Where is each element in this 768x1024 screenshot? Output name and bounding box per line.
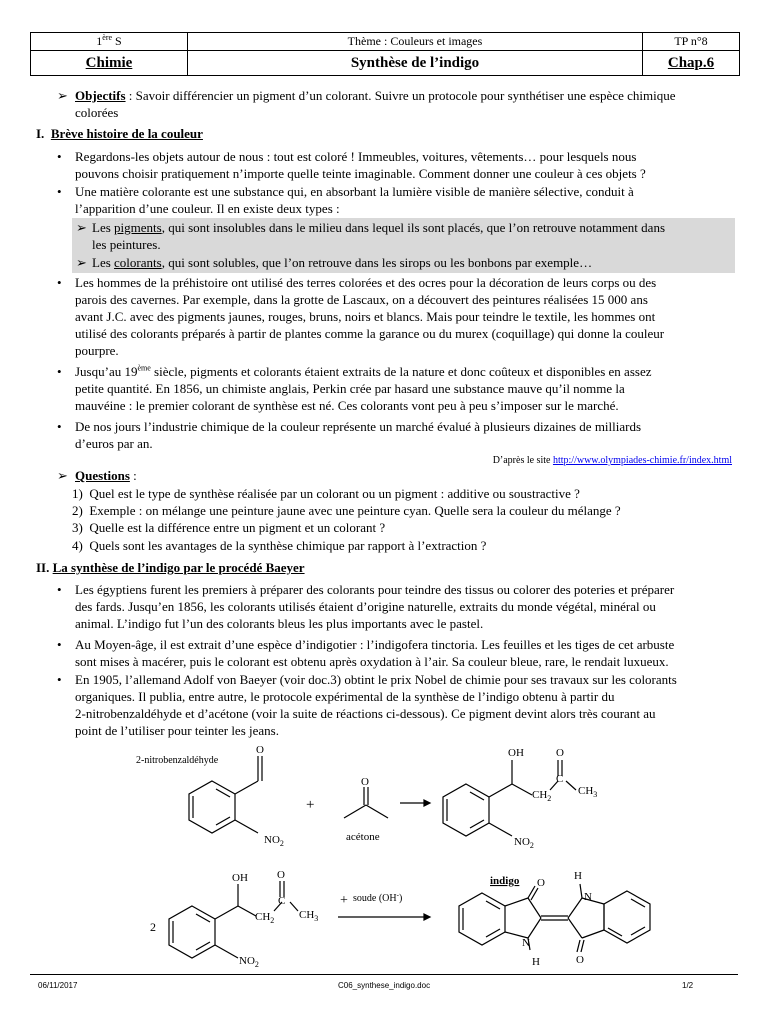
s1-p5-l1: De nos jours l’industrie chimique de la couleur représente un marché évalué à plusieurs dizaines de milliards <box>75 419 642 434</box>
atom-o: O <box>277 869 285 881</box>
section2-heading: II. La synthèse de l’indigo par le procédé Baeyer <box>36 560 305 575</box>
hydroxyl-label: OH <box>232 872 248 884</box>
s1-p3-l3: avant J.C. avec des pigments jaunes, rouges, bruns, noirs et blancs. Mais pour teindre le textile, les hommes ont <box>75 309 656 324</box>
question-1: 1) Quel est le type de synthèse réalisée par un colorant ou un pigment : additive ou soustractive ? <box>72 486 580 501</box>
s2-p1-l2: des fards. Jusqu’en 1856, les colorants utilisés étaient d’origine naturelle, extraits du monde végétal, minéral ou <box>75 599 656 614</box>
nitrobenzaldehyde-structure <box>189 756 262 833</box>
atom-o: O <box>256 744 264 756</box>
atom-n: N <box>522 937 530 949</box>
bullet-icon: • <box>57 419 62 434</box>
pigments-line: Les pigments, qui sont insolubles dans le milieu dans lequel ils sont placés, que l’on retrouve notamment dans <box>92 220 666 235</box>
ch2-group: $CH_2$ <box>532 789 552 803</box>
reagent-label: soude (OH-) <box>353 891 403 904</box>
aldol-product-structure <box>443 760 576 836</box>
objectifs-line2: colorées <box>75 105 119 120</box>
s2-p3-l4: point de l’utiliser pour teinter les jeans. <box>75 723 279 738</box>
hydroxyl-label: OH <box>508 747 524 759</box>
colorants-line: Les colorants, qui sont solubles, que l’on retrouve dans les sirops ou les bonbons par exemple… <box>92 255 593 270</box>
s2-p1-l1: Les égyptiens furent les premiers à préparer des colorants pour teindre des tissus ou colorer des poteries et préparer <box>75 582 675 597</box>
arrow-bullet-icon: ➢ <box>57 468 68 483</box>
question-2: 2) Exemple : on mélange une peinture jaune avec une peinture cyan. Quelle sera la couleur du mélange ? <box>72 503 621 518</box>
s1-p2-l1: Une matière colorante est une substance qui, en absorbant la lumière visible de manière sélective, conduit à <box>75 184 634 199</box>
s2-p1-l3: animal. L’indigo fut l’un des colorants bleus les plus importants avec le pastel. <box>75 616 484 631</box>
subject-cell: Chimie <box>31 51 188 76</box>
acetone-label: acétone <box>346 831 380 843</box>
bullet-icon: • <box>57 637 62 652</box>
carbon-label: C <box>556 773 564 785</box>
reactant1-label: 2-nitrobenzaldéhyde <box>136 755 219 766</box>
source-line: D’après le site http://www.olympiades-chimie.fr/index.html <box>492 455 732 466</box>
s1-p3-l2: parois des cavernes. Par exemple, dans la grotte de Lascaux, on a découvert des peintures réalisées 15 000 ans <box>75 292 648 307</box>
atom-h: H <box>532 956 540 968</box>
nitro-group: $NO_2$ <box>514 836 534 850</box>
s2-p3-l3: 2-nitrobenzaldéhyde et d’acétone (voir la suite de réactions ci-dessous). Ce pigment devint alors très courant au <box>75 706 656 721</box>
atom-o: O <box>576 954 584 966</box>
s1-p5-l2: d’euros par an. <box>75 436 153 451</box>
bullet-icon: • <box>57 364 62 379</box>
indigo-label: indigo <box>490 875 520 887</box>
plus-sign: + <box>340 893 348 908</box>
nitro-group: $NO_2$ <box>264 834 284 848</box>
arrow-bullet-icon: ➢ <box>76 255 87 270</box>
nitro-group: $NO_2$ <box>239 955 259 969</box>
title-cell: Synthèse de l’indigo <box>188 51 643 76</box>
ch2-group: $CH_2$ <box>255 911 275 925</box>
bullet-icon: • <box>57 149 62 164</box>
footer-page: 1/2 <box>682 981 694 990</box>
indigo-structure <box>459 884 650 952</box>
question-4: 4) Quels sont les avantages de la synthèse chimique par rapport à l’extraction ? <box>72 538 487 553</box>
s2-p3-l1: En 1905, l’allemand Adolf von Baeyer (voir doc.3) obtint le prix Nobel de chimie pour ses travaux sur les colorants <box>75 672 677 687</box>
section1-heading: I. Brève histoire de la couleur <box>36 126 203 141</box>
atom-o: O <box>361 776 369 788</box>
reaction-arrow-icon <box>338 914 430 920</box>
questions-heading: Questions : <box>75 468 137 483</box>
s1-p1-l2: pouvons choisir pratiquement n’importe quelle teinte imaginable. Comment donner une couleur à ces objets ? <box>75 166 646 181</box>
s2-p3-l2: organiques. Il publia, entre autre, le protocole expérimental de la synthèse de l’indigo obtenu à partir du <box>75 689 615 704</box>
s1-p3-l4: utilisé des colorants préparés à partir de plantes comme la garance ou du murex (coquillage) qui donne la couleur <box>75 326 665 341</box>
atom-o: O <box>537 877 545 889</box>
footer-file: C06_synthese_indigo.doc <box>338 981 431 990</box>
s2-p2-l1: Au Moyen-âge, il est extrait d’une espèce d’indigotier : l’indigofera tinctoria. Les feuilles et les tiges de cet arbuste <box>75 637 675 652</box>
pigments-line2: les peintures. <box>92 237 161 252</box>
carbon-label: C <box>278 895 286 907</box>
bullet-icon: • <box>57 582 62 597</box>
bullet-icon: • <box>57 275 62 290</box>
objectifs-text: Objectifs : Savoir différencier un pigment d’un colorant. Suivre un protocole pour synthétiser une espèce chimique <box>75 88 676 103</box>
ch3-group: $CH_3$ <box>299 909 319 923</box>
reaction-scheme <box>0 740 768 975</box>
arrow-bullet-icon: ➢ <box>57 88 68 103</box>
acetone-structure <box>344 787 388 818</box>
s1-p3-l1: Les hommes de la préhistoire ont utilisé des terres colorées et des ocres pour la décoration de leurs corps ou des <box>75 275 657 290</box>
question-3: 3) Quelle est la différence entre un pigment et un colorant ? <box>72 520 386 535</box>
coefficient: 2 <box>150 920 156 934</box>
s1-p3-l5: pourpre. <box>75 343 119 358</box>
s1-p4-l1: Jusqu’au 19ème siècle, pigments et colorants étaient extraits de la nature et donc coûteux et disponibles en assez <box>75 363 652 379</box>
tp-cell: TP n°8 <box>643 33 740 51</box>
ch3-group: $CH_3$ <box>578 785 598 799</box>
aldol-reactant-structure <box>169 881 298 958</box>
footer-rule <box>30 974 738 975</box>
header-table <box>30 32 740 76</box>
chapter-cell: Chap.6 <box>643 51 740 76</box>
class-cell: 1ère S <box>31 33 188 51</box>
bullet-icon: • <box>57 672 62 687</box>
reaction-arrow-icon <box>400 800 430 806</box>
plus-sign: + <box>306 797 315 813</box>
s1-p4-l3: mauvéine : le premier colorant de synthèse est né. Ces colorants vont peu à peu s’imposer sur le marché. <box>75 398 619 413</box>
s2-p2-l2: sont mises à macérer, puis le colorant est obtenu après oxydation à l’air. Sa couleur bleue, rare, le rendait luxueux. <box>75 654 669 669</box>
theme-cell: Thème : Couleurs et images <box>188 33 643 51</box>
atom-n: N <box>584 891 592 903</box>
source-link[interactable]: http://www.olympiades-chimie.fr/index.html <box>552 455 732 466</box>
atom-o: O <box>556 747 564 759</box>
s1-p2-l2: l’apparition d’une couleur. Il en existe deux types : <box>75 201 340 216</box>
s1-p4-l2: petite quantité. En 1856, un chimiste anglais, Perkin crée par hasard une substance mauve qu’il nomme la <box>75 381 625 396</box>
bullet-icon: • <box>57 184 62 199</box>
atom-h: H <box>574 870 582 882</box>
footer-date: 06/11/2017 <box>38 981 78 990</box>
arrow-bullet-icon: ➢ <box>76 220 87 235</box>
s1-p1-l1: Regardons-les objets autour de nous : tout est coloré ! Immeubles, voitures, vêtements… pour lesquels nous <box>75 149 637 164</box>
